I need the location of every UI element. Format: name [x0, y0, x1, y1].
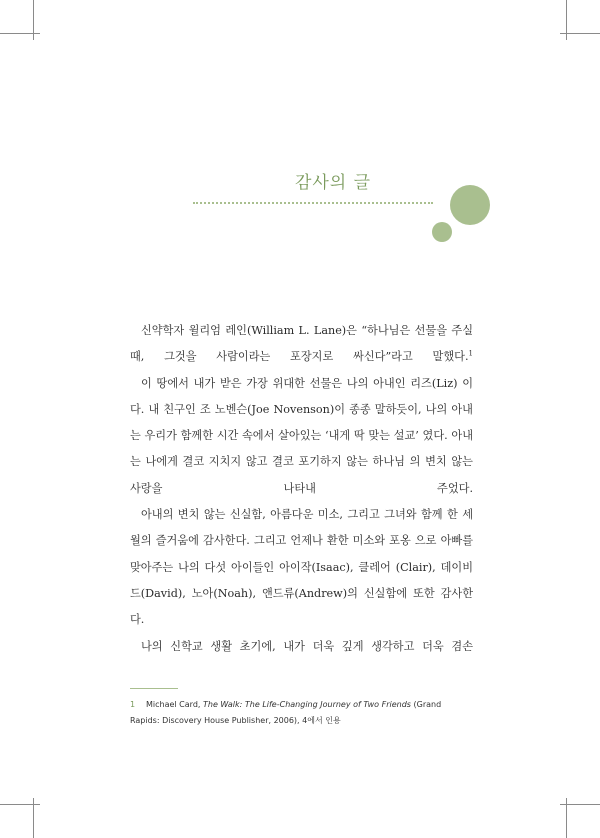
crop-mark-top-right-v: [566, 0, 567, 40]
paragraph-3-line-1: 아내의 변치 않는 신실함, 아름다운 미소, 그리고 그녀와 함께: [141, 508, 443, 522]
crop-mark-top-left-v: [33, 0, 34, 40]
paragraph-3-line-3: 으로 아빠를 맞아주는 나의 다섯 아이들인 아이작(Isaac), 클레어: [130, 534, 474, 574]
footnote-ref: 1: [468, 349, 473, 358]
footnote: [130, 697, 473, 729]
paragraph-1: [130, 318, 473, 371]
small-circle-ornament: [432, 222, 452, 242]
paragraph-2-line-1: 이 땅에서 내가 받은 가장 위대한 선물은 나의 아내인 리즈(Liz): [141, 376, 458, 390]
paragraph-1-line-2: 때, 그것을 사람이라는 포장지로 싸신다”라고 말했다.: [130, 350, 469, 364]
footnote-book-title: The Walk: The Life-Changing Journey of Two Friends: [203, 700, 411, 709]
paragraph-2-line-3: 아내는 우리가 함께한 시간 속에서 살아있는 ‘내게 딱 맞는 설교’: [130, 402, 473, 443]
footnote-number: 1: [130, 700, 136, 709]
paragraph-2-line-4: 였다. 아내는 나에게 결코 지치지 않고 결코 포기하지 않는 하나님: [130, 429, 474, 469]
paragraph-2: [130, 371, 473, 502]
paragraph-2-line-5: 의 변치 않는 사랑을 나타내 주었다.: [130, 455, 473, 495]
paragraph-3-line-5: 또한 감사한다.: [130, 586, 474, 627]
footnote-rule: [130, 688, 178, 689]
paragraph-3: [130, 502, 473, 633]
paragraph-2-line-2: 이다. 내 친구인 조 노벤슨(Joe Novenson)이 종종 말하듯이, 나의: [130, 376, 473, 416]
body-text: [130, 318, 473, 660]
page-title: 감사의 글: [294, 173, 372, 193]
large-circle-ornament: [450, 185, 490, 225]
paragraph-3-line-4: (Clair), 데이비드(David), 노아(Noah), 앤드류(Andrew)의 신실함에: [130, 560, 473, 600]
paragraph-1-line-1: 신약학자 윌리엄 레인(William L. Lane)은 “하나님은 선물을 주실: [141, 324, 473, 337]
paragraph-4: [130, 634, 473, 660]
crop-mark-bottom-left-h: [0, 804, 40, 805]
crop-mark-top-left-h: [0, 33, 40, 34]
crop-mark-bottom-right-h: [560, 804, 600, 805]
paragraph-4-line-1: 나의 신학교 생활 초기에, 내가 더욱 깊게 생각하고 더욱 겸손: [141, 639, 473, 653]
paragraph-3-line-2: 한 세월의 즐거움에 감사한다. 그리고 언제나 환한 미소와 포옹: [130, 508, 474, 548]
footnote-author: Michael Card,: [146, 700, 201, 709]
dotted-rule: [193, 202, 433, 204]
footnote-publisher: (Grand Rapids: Discovery House Publisher, 2006), 4에서 인용: [130, 700, 442, 725]
crop-mark-top-right-h: [560, 33, 600, 34]
